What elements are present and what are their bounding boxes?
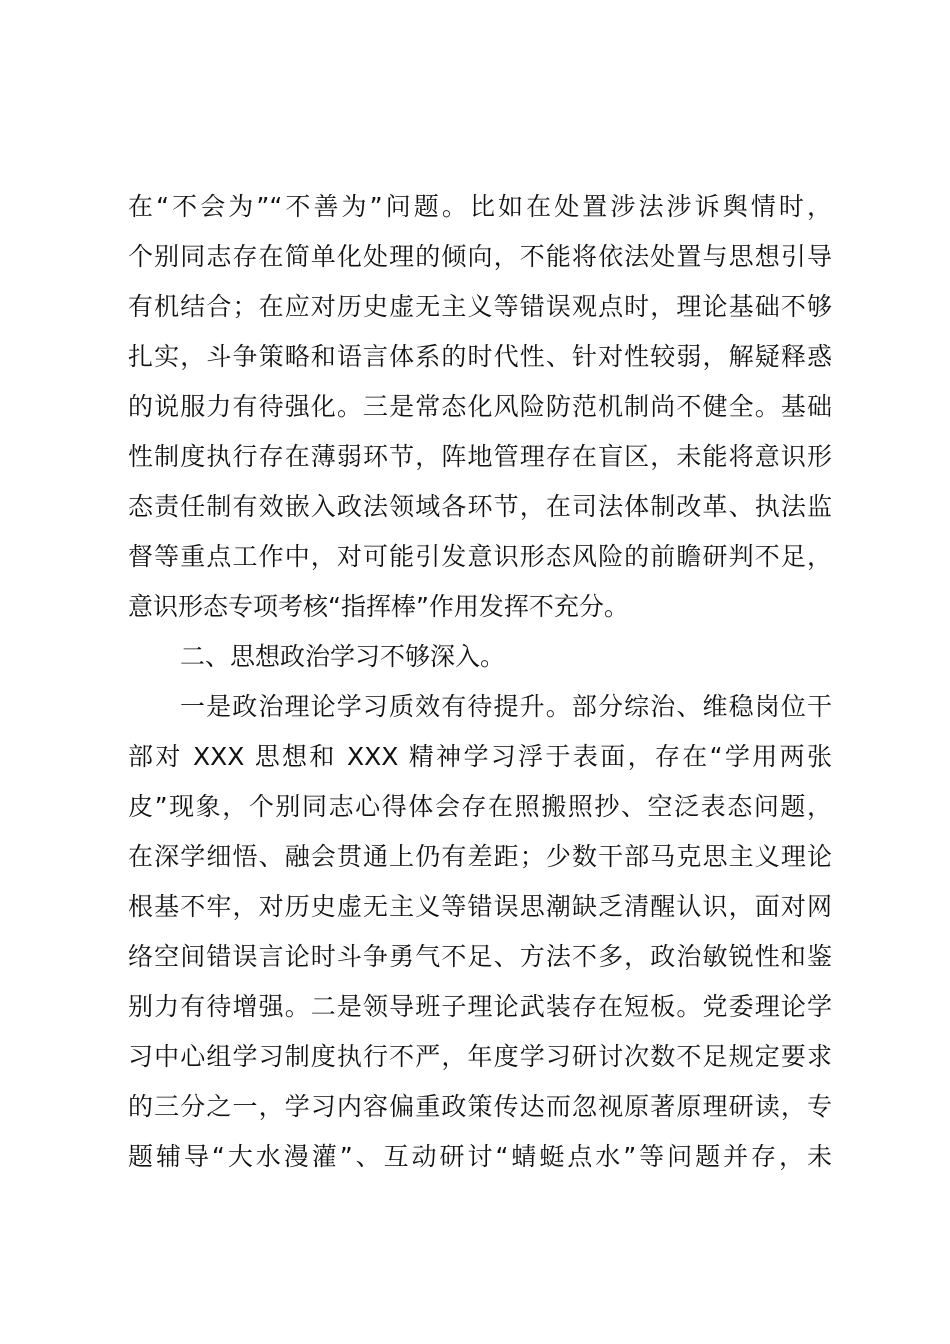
text-line: 一是政治理论学习质效有待提升。部分综治、维稳岗位干 <box>180 692 832 721</box>
text-line: 在深学细悟、融会贯通上仍有差距；少数干部马克思主义理论 <box>128 842 832 871</box>
text-line: 扎实，斗争策略和语言体系的时代性、针对性较弱，解疑释惑 <box>128 342 832 371</box>
text-line: 习中心组学习制度执行不严，年度学习研讨次数不足规定要求 <box>128 1042 832 1071</box>
text-line: 个别同志存在简单化处理的倾向，不能将依法处置与思想引导 <box>128 242 832 271</box>
document-body <box>128 186 832 1186</box>
text-line: 有机结合；在应对历史虚无主义等错误观点时，理论基础不够 <box>128 292 832 321</box>
text-line: 的说服力有待强化。三是常态化风险防范机制尚不健全。基础 <box>128 392 832 421</box>
text-line: 根基不牢，对历史虚无主义等错误思潮缺乏清醒认识，面对网 <box>128 892 832 921</box>
text-line: 别力有待增强。二是领导班子理论武装存在短板。党委理论学 <box>128 992 832 1021</box>
text-line: 态责任制有效嵌入政法领域各环节，在司法体制改革、执法监 <box>128 492 832 521</box>
text-line: 题辅导“大水漫灌”、互动研讨“蜻蜓点水”等问题并存，未 <box>128 1142 832 1171</box>
section-heading: 二、思想政治学习不够深入。 <box>180 642 506 671</box>
text-line: 性制度执行存在薄弱环节，阵地管理存在盲区，未能将意识形 <box>128 442 832 471</box>
text-line: 络空间错误言论时斗争勇气不足、方法不多，政治敏锐性和鉴 <box>128 942 832 971</box>
text-line: 在“不会为”“不善为”问题。比如在处置涉法涉诉舆情时， <box>128 192 832 221</box>
text-line: 意识形态专项考核“指挥棒”作用发挥不充分。 <box>128 592 629 621</box>
text-line: 皮”现象，个别同志心得体会存在照搬照抄、空泛表态问题， <box>128 792 832 821</box>
text-line: 督等重点工作中，对可能引发意识形态风险的前瞻研判不足， <box>128 542 832 571</box>
text-line: 部对 XXX 思想和 XXX 精神学习浮于表面，存在“学用两张 <box>128 742 832 771</box>
text-line: 的三分之一，学习内容偏重政策传达而忽视原著原理研读，专 <box>128 1092 832 1121</box>
